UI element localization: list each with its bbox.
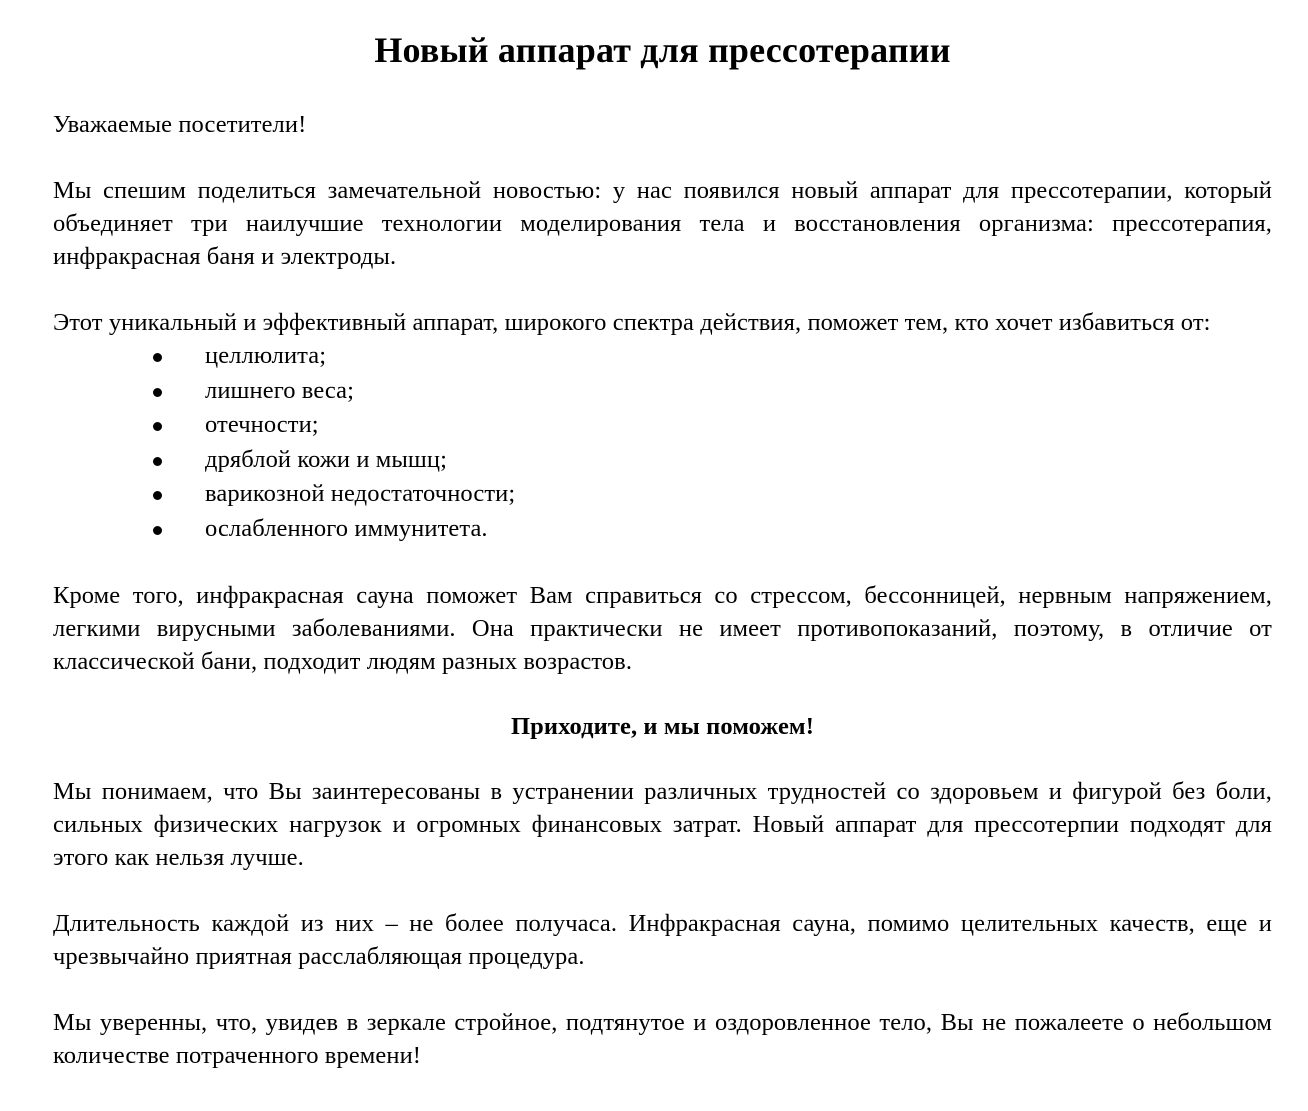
list-item-text: лишнего веса; xyxy=(205,376,355,404)
slogan-heading: Приходите, и мы поможем! xyxy=(511,712,814,740)
list-item-text: отечности; xyxy=(205,411,319,439)
bullet-icon xyxy=(153,526,162,535)
bullet-icon xyxy=(153,353,162,362)
list-item-text: варикозной недостаточности; xyxy=(205,480,516,508)
bullet-icon xyxy=(153,491,162,500)
closing-paragraph: Мы уверенны, что, увидев в зеркале стройное, подтянутое и оздоровленное тело, Вы не пожалеете о небольшом количестве потраченного времени! xyxy=(53,1008,1272,1069)
list-item xyxy=(53,443,1272,478)
benefits-intro-paragraph: Этот уникальный и эффективный аппарат, широкого спектра действия, поможет тем, кто хочет избавиться от: xyxy=(53,309,1211,336)
list-item-text: дряблой кожи и мышц; xyxy=(205,445,447,473)
duration-paragraph: Длительность каждой из них – не более получаса. Инфракрасная сауна, помимо целительных качеств, еще и чрезвычайно приятная расслабляющая процедура. xyxy=(53,909,1272,970)
sauna-paragraph: Кроме того, инфракрасная сауна поможет Вам справиться со стрессом, бессонницей, нервным напряжением, легкими вирусными заболеваниями. Она практически не имеет противопоказаний, поэтому, в отличие от классической бани, подходит людям разных возрастов. xyxy=(53,581,1272,675)
list-item xyxy=(53,477,1272,512)
document-page xyxy=(53,0,1272,1072)
benefits-list xyxy=(53,339,1272,547)
page-title: Новый аппарат для прессотерапии xyxy=(374,30,951,70)
list-item xyxy=(53,339,1272,374)
list-item xyxy=(53,374,1272,409)
list-item-text: ослабленного иммунитета. xyxy=(205,514,488,542)
list-item-text: целлюлита; xyxy=(205,342,327,369)
greeting: Уважаемые посетители! xyxy=(53,111,307,138)
bullet-icon xyxy=(153,457,162,466)
intro-paragraph: Мы спешим поделиться замечательной новостью: у нас появился новый аппарат для прессотерапии, который объединяет три наилучшие технологии моделирования тела и восстановления организма: прессотерапия, инфракрасная баня и электроды. xyxy=(53,177,1272,270)
bullet-icon xyxy=(153,388,162,397)
list-item xyxy=(53,512,1272,547)
understanding-paragraph: Мы понимаем, что Вы заинтересованы в устранении различных трудностей со здоровьем и фигурой без боли, сильных физических нагрузок и огромных финансовых затрат. Новый аппарат для прессотерпии подходят для этого как нельзя лучше. xyxy=(53,777,1272,871)
list-item xyxy=(53,408,1272,443)
bullet-icon xyxy=(153,422,162,431)
